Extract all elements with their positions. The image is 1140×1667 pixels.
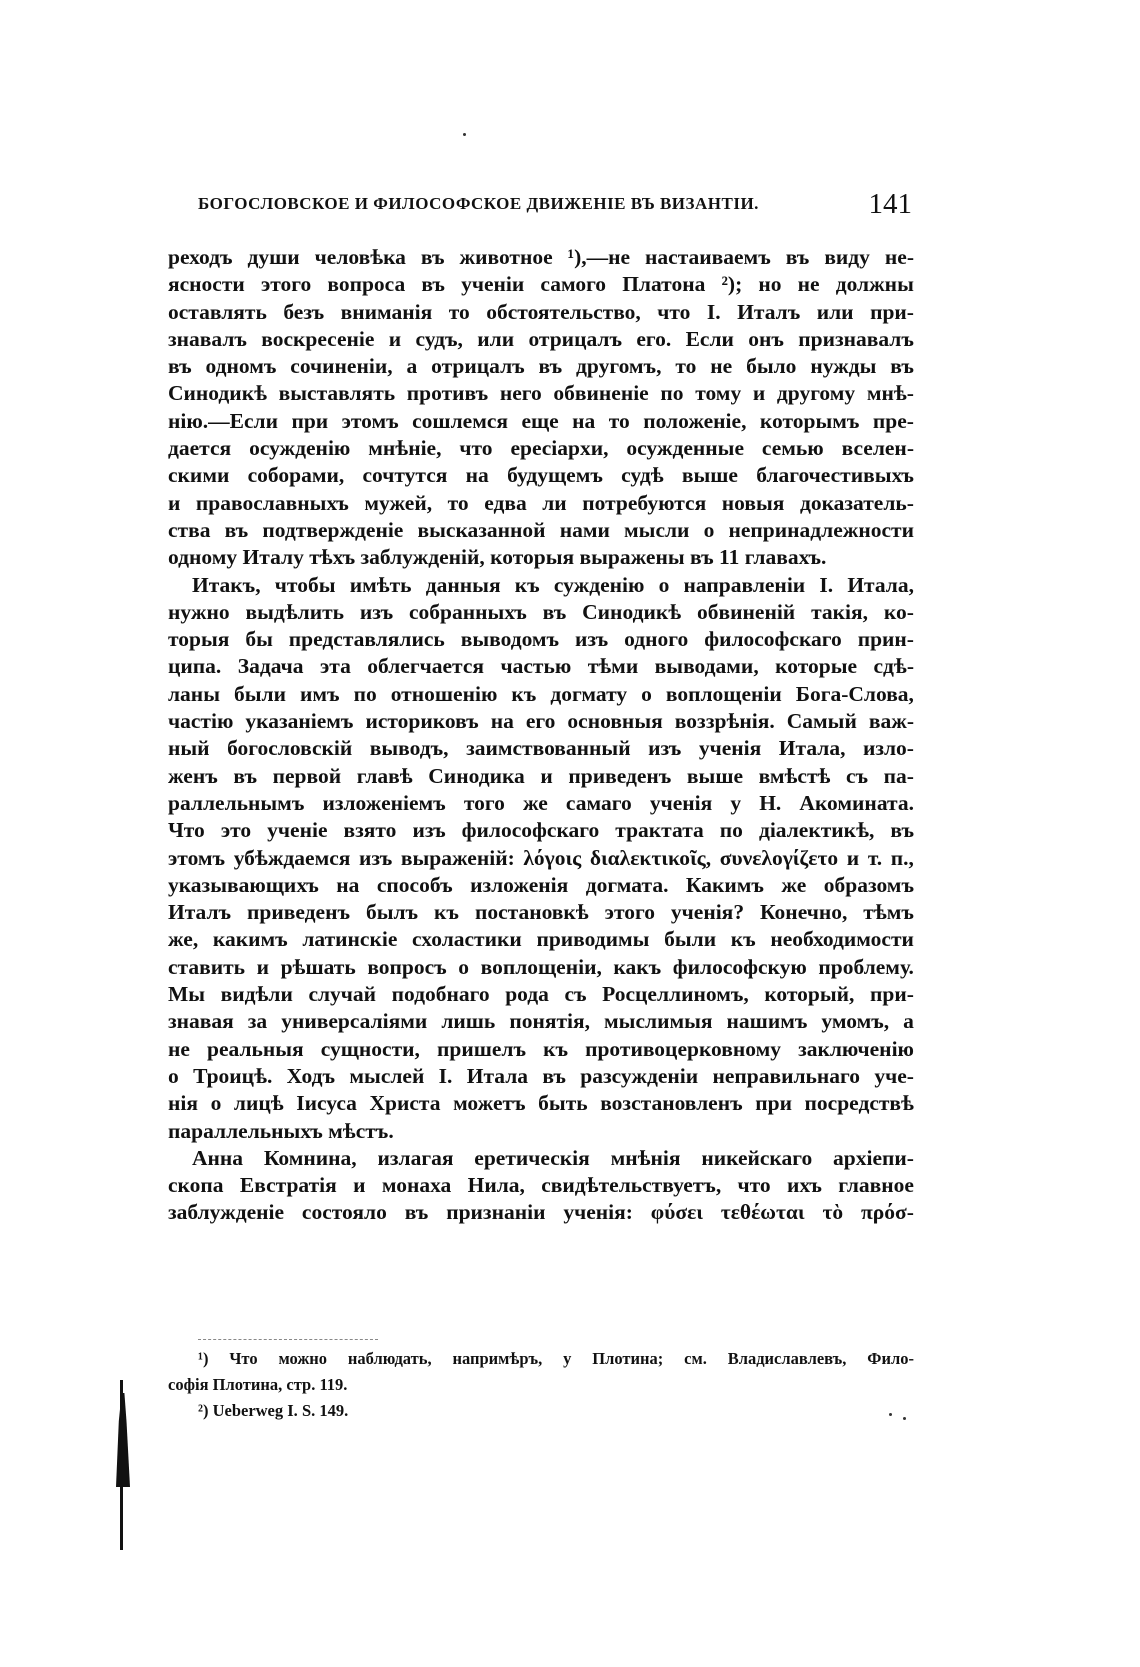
text-line: частію указаніемъ историковъ на его основныя воззрѣнія. Самый важ-: [168, 709, 914, 734]
text-line: женъ въ первой главѣ Синодика и приведенъ выше вмѣстѣ съ па-: [168, 763, 914, 788]
text-line: Что это ученіе взято изъ философскаго трактата по діалектикѣ, въ: [168, 818, 914, 843]
text-line: заблужденіе состояло въ признаніи ученія: φύσει τεθέωται τὸ πρόσ-: [168, 1200, 914, 1225]
text-line: Синодикѣ выставлять противъ него обвиненіе по тому и другому мнѣ-: [168, 381, 914, 406]
text-line: дается осужденію мнѣніе, что ересіархи, осужденные семью вселен-: [168, 436, 914, 461]
text-line: указывающихъ на способъ изложенія догмата. Какимъ же образомъ: [168, 872, 914, 897]
text-line: въ одномъ сочиненіи, а отрицалъ въ другомъ, то не было нужды въ: [168, 354, 914, 379]
text-line: и православныхъ мужей, то едва ли потребуются новыя доказатель-: [168, 490, 914, 515]
text-line: ставить и рѣшать вопросъ о воплощеніи, какъ философскую проблему.: [168, 954, 914, 979]
page-header: [198, 188, 912, 228]
footnote-line: ¹) Что можно наблюдать, напримѣръ, у Плотина; см. Владиславлевъ, Фило-: [198, 1349, 914, 1368]
running-title: БОГОСЛОВСКОЕ И ФИЛОСОФСКОЕ ДВИЖЕНІЕ ВЪ ВИЗАНТІИ.: [198, 194, 759, 213]
text-line: нію.—Если при этомъ сошлемся еще на то положеніе, которымъ пре-: [168, 408, 914, 433]
print-speck: [463, 133, 466, 136]
text-line: параллельныхъ мѣстъ.: [168, 1118, 394, 1143]
text-line: же, какимъ латинскіе схоластики приводимы были къ необходимости: [168, 927, 914, 952]
text-line: Итакъ, чтобы имѣть данныя къ сужденію о направленіи І. Итала,: [192, 572, 914, 597]
text-line: ясности этого вопроса въ ученіи самого Платона ²); но не должны: [168, 272, 914, 297]
print-speck: [889, 1413, 892, 1416]
footnote-line: софія Плотина, стр. 119.: [168, 1375, 348, 1394]
text-line: одному Италу тѣхъ заблужденій, которыя выражены въ 11 главахъ.: [168, 545, 827, 570]
text-line: реходъ души человѣка въ животное ¹),—не настаиваемъ въ виду не-: [168, 245, 914, 269]
text-line: ный богословскій выводъ, заимствованный изъ ученія Итала, изло-: [168, 736, 914, 761]
text-line: Италъ приведенъ былъ къ постановкѣ этого ученія? Конечно, тѣмъ: [168, 900, 914, 925]
text-line: раллельнымъ изложеніемъ того же самаго ученія у Н. Акомината.: [168, 790, 914, 815]
text-line: ства въ подтвержденіе высказанной нами мысли о непринадлежности: [168, 517, 914, 542]
text-line: скими соборами, сочтутся на будущемъ судѣ выше благочестивыхъ: [168, 463, 914, 488]
footnote-separator: [198, 1339, 378, 1340]
text-line: ципа. Задача эта облегчается частью тѣми выводами, которые сдѣ-: [168, 654, 914, 679]
text-line: ланы были имъ по отношенію къ догмату о воплощеніи Бога-Слова,: [168, 681, 914, 706]
text-line: знавая за универсаліями лишь понятія, мыслимыя нашимъ умомъ, а: [168, 1009, 914, 1034]
text-line: нія о лицѣ Іисуса Христа можетъ быть возстановленъ при посредствѣ: [168, 1091, 914, 1116]
text-line: нужно выдѣлить изъ собранныхъ въ Синодикѣ обвиненій такія, ко-: [168, 599, 914, 624]
page-number: 141: [868, 188, 912, 220]
text-line: не реальныя сущности, пришелъ къ противоцерковному заключенію: [168, 1036, 914, 1061]
text-line: знавалъ воскресеніе и судъ, или отрицалъ его. Если онъ признавалъ: [168, 326, 914, 351]
binding-shadow-mark: [116, 1393, 130, 1487]
text-line: Анна Комнина, излагая еретическія мнѣнія никейскаго архіепи-: [192, 1145, 914, 1170]
text-line: о Троицѣ. Ходъ мыслей І. Итала въ разсужденіи неправильнаго уче-: [168, 1063, 914, 1088]
body-text: [168, 244, 914, 1227]
footnote-line: ²) Ueberweg I. S. 149.: [198, 1401, 349, 1420]
text-line: этомъ убѣждаемся изъ выраженій: λόγοις διαλεκτικοῖς, συνελογίζετο и т. п.,: [168, 845, 914, 870]
text-line: торыя бы представлялись выводомъ изъ одного философскаго прин-: [168, 627, 914, 652]
text-line: Мы видѣли случай подобнаго рода съ Росцеллиномъ, который, при-: [168, 982, 914, 1007]
print-speck: [903, 1417, 906, 1420]
text-line: оставлять безъ вниманія то обстоятельство, что І. Италъ или при-: [168, 299, 914, 324]
footnotes: [168, 1346, 914, 1424]
text-line: скопа Евстратія и монаха Нила, свидѣтельствуетъ, что ихъ главное: [168, 1173, 914, 1198]
